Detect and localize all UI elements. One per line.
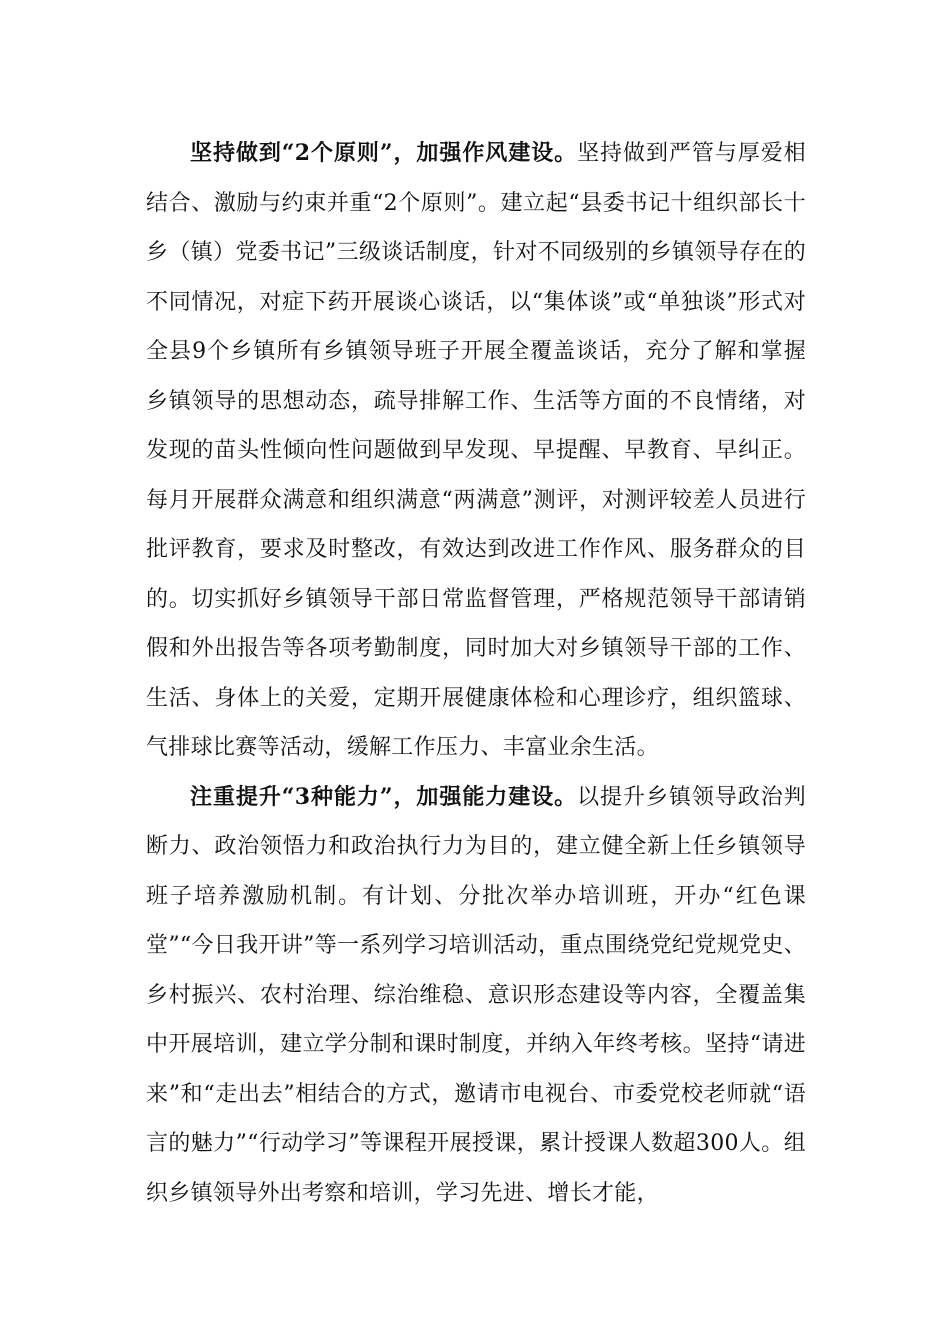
paragraph-capability-building xyxy=(146,773,806,1219)
paragraph-style-building xyxy=(146,129,806,773)
document-body xyxy=(146,129,806,1218)
paragraph-body: 坚持做到严管与厚爱相结合、激励与约束并重“2个原则”。建立起“县委书记十组织部长十乡（镇）党委书记”三级谈话制度，针对不同级别的乡镇领导存在的不同情况，对症下药开展谈心谈话，以“集体谈”或“单独谈”形式对全县9个乡镇所有乡镇领导班子开展全覆盖谈话，充分了解和掌握乡镇领导的思想动态，疏导排解工作、生活等方面的不良情绪，对发现的苗头性倾向性问题做到早发现、早提醒、早教育、早纠正。每月开展群众满意和组织满意“两满意”测评，对测评较差人员进行批评教育，要求及时整改，有效达到改进工作作风、服务群众的目的。切实抓好乡镇领导干部日常监督管理，严格规范领导干部请销假和外出报告等各项考勤制度，同时加大对乡镇领导干部的工作、生活、身体上的关爱，定期开展健康体检和心理诊疗，组织篮球、气排球比赛等活动，缓解工作压力、丰富业余生活。 xyxy=(146,141,806,760)
paragraph-heading: 注重提升“3种能力”，加强能力建设。 xyxy=(190,783,578,810)
paragraph-heading: 坚持做到“2个原则”，加强作风建设。 xyxy=(190,140,578,166)
paragraph-body: 以提升乡镇领导政治判断力、政治领悟力和政治执行力为目的，建立健全新上任乡镇领导班子培养激励机制。有计划、分批次举办培训班，开办“红色课堂”“今日我开讲”等一系列学习培训活动，重点围绕党纪党规党史、乡村振兴、农村治理、综治维稳、意识形态建设等内容，全覆盖集中开展培训，建立学分制和课时制度，并纳入年终考核。坚持“请进来”和“走出去”相结合的方式，邀请市电视台、市委党校老师就“语言的魅力”“行动学习”等课程开展授课，累计授课人数超300人。组织乡镇领导外出考察和培训，学习先进、增长才能， xyxy=(146,784,806,1206)
